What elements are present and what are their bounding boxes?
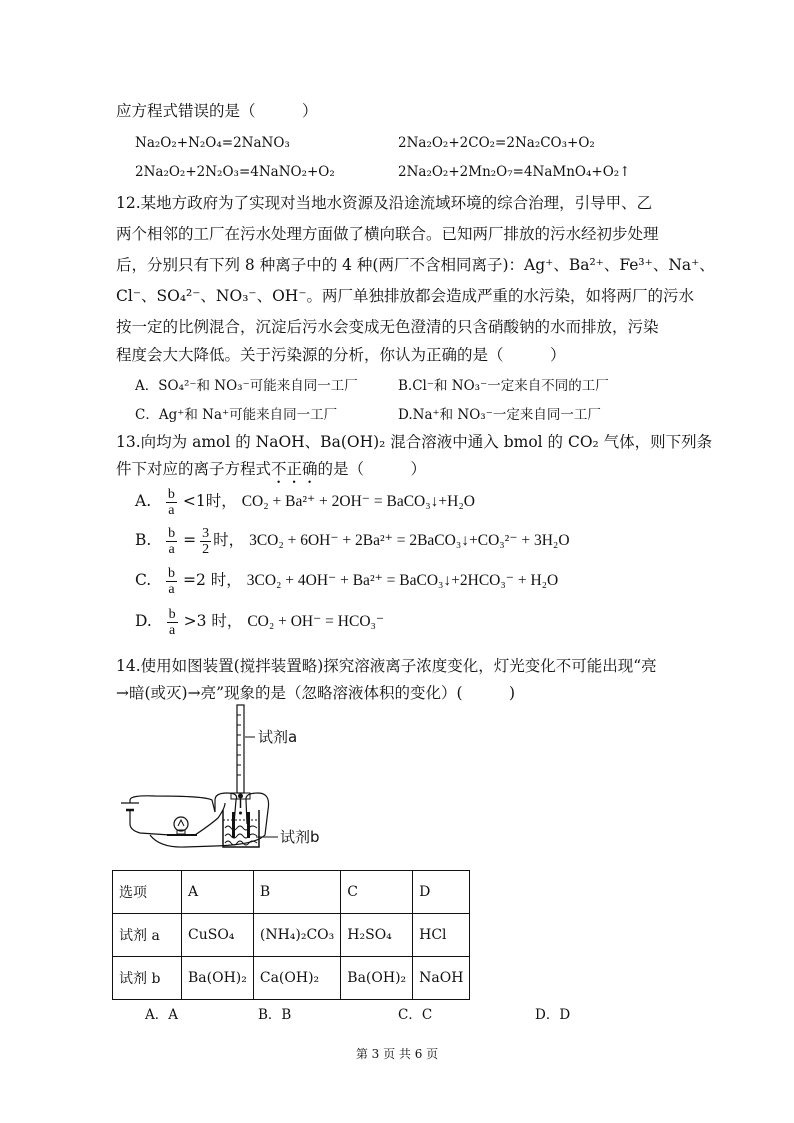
table-cell: NaOH	[413, 957, 470, 1000]
fraction-denominator: a	[168, 622, 176, 638]
wire-right	[150, 793, 269, 847]
q13-b-equation: 3CO₂ + 6OH⁻ + 2Ba²⁺ = 2BaCO₃↓+CO₃²⁻ + 3H₂O	[249, 532, 570, 549]
q13-a-label: A.	[135, 492, 152, 510]
table-row	[113, 914, 470, 957]
q12-line-4: Cl⁻、SO₄²⁻、NO₃⁻、OH⁻。两厂单独排放都会造成严重的水污染，如将两厂的污水	[116, 287, 695, 305]
q13-option-c	[135, 563, 558, 598]
q13-d-condition: >3 时，	[183, 612, 243, 630]
q12-option-b: B.Cl⁻和 NO₃⁻一定来自不同的工厂	[398, 378, 609, 394]
q13-option-a	[135, 484, 475, 519]
q12-line-6: 程度会大大降低。关于污染源的分析，你认为正确的是（ ）	[116, 346, 566, 364]
q13-b-equals: =	[183, 531, 197, 549]
table-cell: (NH₄)₂CO₃	[253, 914, 340, 957]
table-cell: 试剂 b	[113, 957, 182, 1000]
fraction-denominator: a	[168, 581, 175, 597]
table-cell: H₂SO₄	[341, 914, 413, 957]
table-cell: D	[413, 871, 470, 914]
fraction-numerator: b	[167, 486, 175, 502]
q13-a-equation: CO₂ + Ba²⁺ + 2OH⁻ = BaCO₃↓+H₂O	[241, 493, 475, 510]
q13-line-1: 13.向均为 amol 的 NaOH、Ba(OH)₂ 混合溶液中通入 bmol 的 CO₂ 气体，则下列条	[116, 433, 713, 451]
q13-b-fraction	[166, 526, 177, 557]
q12-line-3: 后，分别只有下列 8 种离子中的 4 种(两厂不含相同离子)：Ag⁺、Ba²⁺、Fe³⁺、Na⁺、	[116, 256, 715, 274]
q12-option-d: D.Na⁺和 NO₃⁻一定来自同一工厂	[398, 407, 601, 423]
table-cell: HCl	[413, 914, 470, 957]
q11-option-a: Na₂O₂+N₂O₄=2NaNO₃	[135, 135, 290, 151]
q13-line-2-pre: 件下对应的离子方程式	[116, 460, 272, 478]
table-cell: CuSO₄	[182, 914, 254, 957]
fraction-numerator: b	[168, 606, 176, 622]
q12-line-2: 两个相邻的工厂在污水处理方面做了横向联合。已知两厂排放的污水经初步处理	[116, 225, 659, 243]
q13-option-d	[135, 604, 384, 639]
fraction-numerator: b	[168, 525, 176, 541]
table-cell: Ba(OH)₂	[182, 957, 254, 1000]
q13-option-b	[135, 523, 570, 558]
beaker-icon	[223, 810, 259, 847]
fraction-denominator: 2	[202, 541, 210, 557]
q13-b-ratio-fraction	[200, 526, 211, 557]
q11-option-c: 2Na₂O₂+2N₂O₃=4NaNO₂+O₂	[135, 164, 335, 180]
q12-option-c: C．Ag⁺和 Na⁺可能来自同一工厂	[135, 407, 338, 423]
q13-a-condition: <1时，	[182, 492, 237, 510]
q13-line-2	[116, 459, 426, 487]
table-cell: Ca(OH)₂	[253, 957, 340, 1000]
wire-top-left	[130, 796, 215, 812]
q13-d-fraction	[167, 607, 178, 638]
reagent-options-table	[112, 870, 470, 1000]
q11-stem-tail: 应方程式错误的是（ ）	[116, 102, 318, 120]
q12-option-a: A．SO₄²⁻和 NO₃⁻可能来自同一工厂	[135, 378, 358, 394]
burette-icon	[231, 705, 250, 815]
q14-line-1: 14.使用如图装置(搅拌装置略)探究溶液离子浓度变化，灯光变化不可能出现“亮	[116, 657, 657, 675]
table-cell: A	[182, 871, 254, 914]
table-cell: 试剂 a	[113, 914, 182, 957]
table-cell: C	[341, 871, 413, 914]
table-cell: 选项	[113, 871, 182, 914]
q13-b-condition: 时，	[213, 531, 245, 549]
table-cell: Ba(OH)₂	[341, 957, 413, 1000]
table-row	[113, 871, 470, 914]
q14-line-2: →暗(或灭)→亮”现象的是（忽略溶液体积的变化）( )	[116, 684, 516, 702]
fraction-denominator: a	[168, 541, 175, 557]
q12-line-1: 12.某地方政府为了实现对当地水资源及沿途流域环境的综合治理，引导甲、乙	[116, 194, 653, 212]
battery-icon	[121, 803, 139, 810]
q13-d-label: D.	[135, 612, 152, 630]
fraction-numerator: 3	[202, 525, 210, 541]
q11-option-d: 2Na₂O₂+2Mn₂O₇=4NaMnO₄+O₂↑	[398, 164, 631, 180]
q13-emphasis-not-correct: 不正确	[271, 460, 318, 478]
q13-c-condition: =2 时，	[183, 571, 242, 589]
q13-c-equation: 3CO₂ + 4OH⁻ + Ba²⁺ = BaCO₃↓+2HCO₃⁻ + H₂O	[246, 572, 559, 589]
reagent-b-label: 试剂b	[280, 828, 320, 846]
q13-line-2-post: 的是（ ）	[317, 460, 427, 478]
q14-option-b: B．B	[258, 1007, 292, 1023]
fraction-denominator: a	[168, 502, 175, 518]
light-bulb-icon	[167, 817, 197, 835]
q13-a-fraction	[166, 487, 177, 518]
q12-line-5: 按一定的比例混合，沉淀后污水会变成无色澄清的只含硝酸钠的水而排放，污染	[116, 318, 659, 336]
table-row	[113, 957, 470, 1000]
q11-option-b: 2Na₂O₂+2CO₂=2Na₂CO₃+O₂	[398, 135, 595, 151]
page-footer: 第 3 页 共 6 页	[355, 1047, 439, 1061]
q13-d-equation: CO₂ + OH⁻ = HCO₃⁻	[247, 613, 385, 630]
reagent-a-label: 试剂a	[258, 728, 298, 746]
fraction-numerator: b	[168, 565, 176, 581]
table-cell: B	[253, 871, 340, 914]
q14-option-a: A．A	[145, 1007, 178, 1023]
wire-left	[130, 810, 170, 835]
q14-option-c: C．C	[398, 1007, 433, 1023]
q13-c-fraction	[166, 566, 177, 597]
q13-b-label: B.	[135, 531, 152, 549]
q14-option-d: D．D	[535, 1007, 571, 1023]
q13-c-label: C.	[135, 571, 152, 589]
